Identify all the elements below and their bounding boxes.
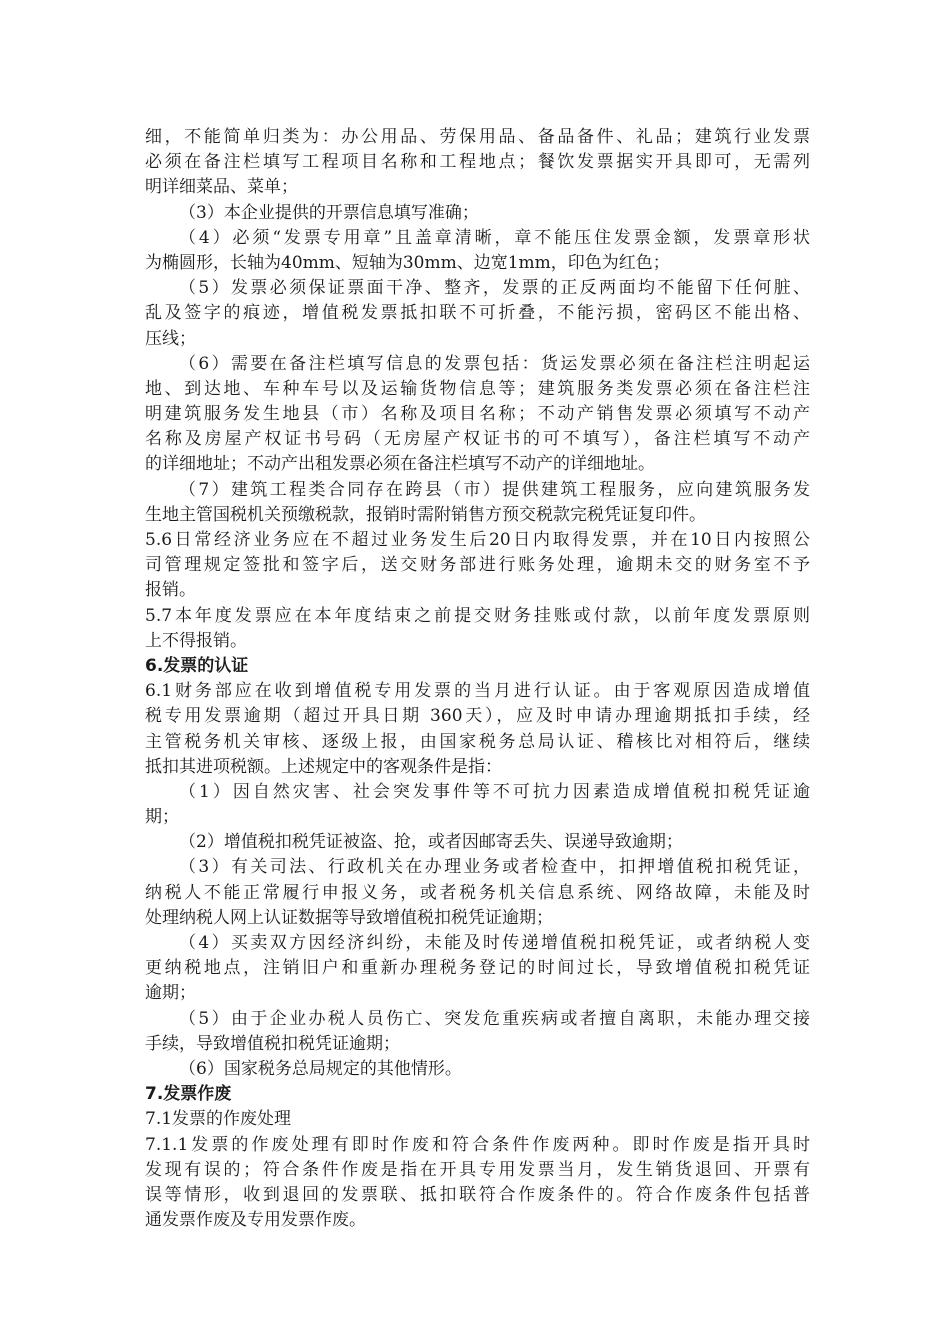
text-line: 抵扣其进项税额。上述规定中的客观条件是指： (145, 756, 502, 777)
text-line: 主管税务机关审核、逐级上报，由国家税务总局认证、稽核比对相符后，继续 (145, 731, 810, 752)
text-line: 乱及签字的痕迹，增值税发票抵扣联不可折叠，不能污损，密码区不能出格、 (145, 303, 810, 324)
text-line: 纳税人不能正常履行申报义务，或者税务机关信息系统、网络故障，未能及时 (145, 882, 810, 903)
text-line: （5）发票必须保证票面干净、整齐，发票的正反两面均不能留下任何脏、 (179, 278, 810, 299)
text-line: （5）由于企业办税人员伤亡、突发危重疾病或者擅自离职，未能办理交接 (179, 1008, 810, 1029)
text-line: （3）有关司法、行政机关在办理业务或者检查中，扣押增值税扣税凭证， (179, 857, 810, 878)
text-line: 逾期； (145, 983, 196, 1004)
text-line: （4）买卖双方因经济纠纷，未能及时传递增值税扣税凭证，或者纳税人变 (179, 933, 810, 953)
text-line: （7）建筑工程类合同存在跨县（市）提供建筑工程服务，应向建筑服务发 (179, 479, 810, 500)
text-line: 5.7本年度发票应在本年度结束之前提交财务挂账或付款，以前年度发票原则 (145, 605, 810, 626)
text-line: （1）因自然灾害、社会突发事件等不可抗力因素造成增值税扣税凭证逾 (179, 781, 810, 802)
text-line: 更纳税地点，注销旧户和重新办理税务登记的时间过长，导致增值税扣税凭证 (145, 958, 810, 979)
text-line: 必须在备注栏填写工程项目名称和工程地点；餐饮发票据实开具即可，无需列 (145, 152, 810, 173)
text-line: 手续，导致增值税扣税凭证逾期； (145, 1033, 400, 1054)
text-line: 通发票作废及专用发票作废。 (145, 1210, 366, 1231)
text-line: 税专用发票逾期（超过开具日期 360天），应及时申请办理逾期抵扣手续，经 (145, 706, 810, 727)
section-heading: 6.发票的认证 (145, 655, 249, 676)
text-line: 地、到达地、车种车号以及运输货物信息等；建筑服务类发票必须在备注栏注 (145, 378, 810, 399)
text-line: 7.1发票的作废处理 (145, 1109, 292, 1130)
text-line: 生地主管国税机关预缴税款，报销时需附销售方预交税款完税凭证复印件。 (145, 504, 706, 525)
document-page (145, 125, 810, 1233)
text-line: 发现有误的；符合条件作废是指在开具专用发票当月，发生销货退回、开票有 (145, 1159, 810, 1180)
text-line: （2）增值税扣税凭证被盗、抢，或者因邮寄丢失、误递导致逾期； (179, 832, 683, 853)
text-line: 为椭圆形，长轴为40mm、短轴为30mm、边宽1mm，印色为红色； (145, 252, 670, 273)
text-line: 司管理规定签批和签字后，送交财务部进行账务处理，逾期未交的财务室不予 (145, 555, 810, 576)
text-line: 名称及房屋产权证书号码（无房屋产权证书的可不填写），备注栏填写不动产 (145, 429, 810, 450)
text-line: 期； (145, 807, 179, 828)
text-line: 5.6日常经济业务应在不超过业务发生后20日内取得发票，并在10日内按照公 (145, 530, 810, 550)
text-line: 明详细菜品、菜单； (145, 177, 298, 198)
text-line: 报销。 (145, 580, 196, 601)
text-line: 7.1.1发票的作废处理有即时作废和符合条件作废两种。即时作废是指开具时 (145, 1134, 810, 1155)
section-heading: 7.发票作废 (145, 1084, 232, 1105)
text-line: 6.1财务部应在收到增值税专用发票的当月进行认证。由于客观原因造成增值 (145, 681, 810, 702)
text-line: （3）本企业提供的开票信息填写准确； (179, 202, 479, 223)
text-line: （6）国家税务总局规定的其他情形。 (179, 1058, 462, 1079)
text-line: 明建筑服务发生地县（市）名称及项目名称；不动产销售发票必须填写不动产 (145, 404, 810, 425)
text-line: （4）必须“发票专用章”且盖章清晰，章不能压住发票金额，发票章形状 (179, 227, 810, 248)
text-line: 上不得报销。 (145, 630, 247, 651)
text-line: 压线； (145, 328, 196, 349)
text-line: 细，不能简单归类为：办公用品、劳保用品、备品备件、礼品；建筑行业发票 (145, 127, 810, 147)
text-line: 处理纳税人网上认证数据等导致增值税扣税凭证逾期； (145, 907, 553, 928)
text-line: 的详细地址；不动产出租发票必须在备注栏填写不动产的详细地址。 (145, 454, 655, 475)
text-line: 误等情形，收到退回的发票联、抵扣联符合作废条件的。符合作废条件包括普 (145, 1184, 810, 1205)
text-line: （6）需要在备注栏填写信息的发票包括：货运发票必须在备注栏注明起运 (179, 353, 810, 374)
